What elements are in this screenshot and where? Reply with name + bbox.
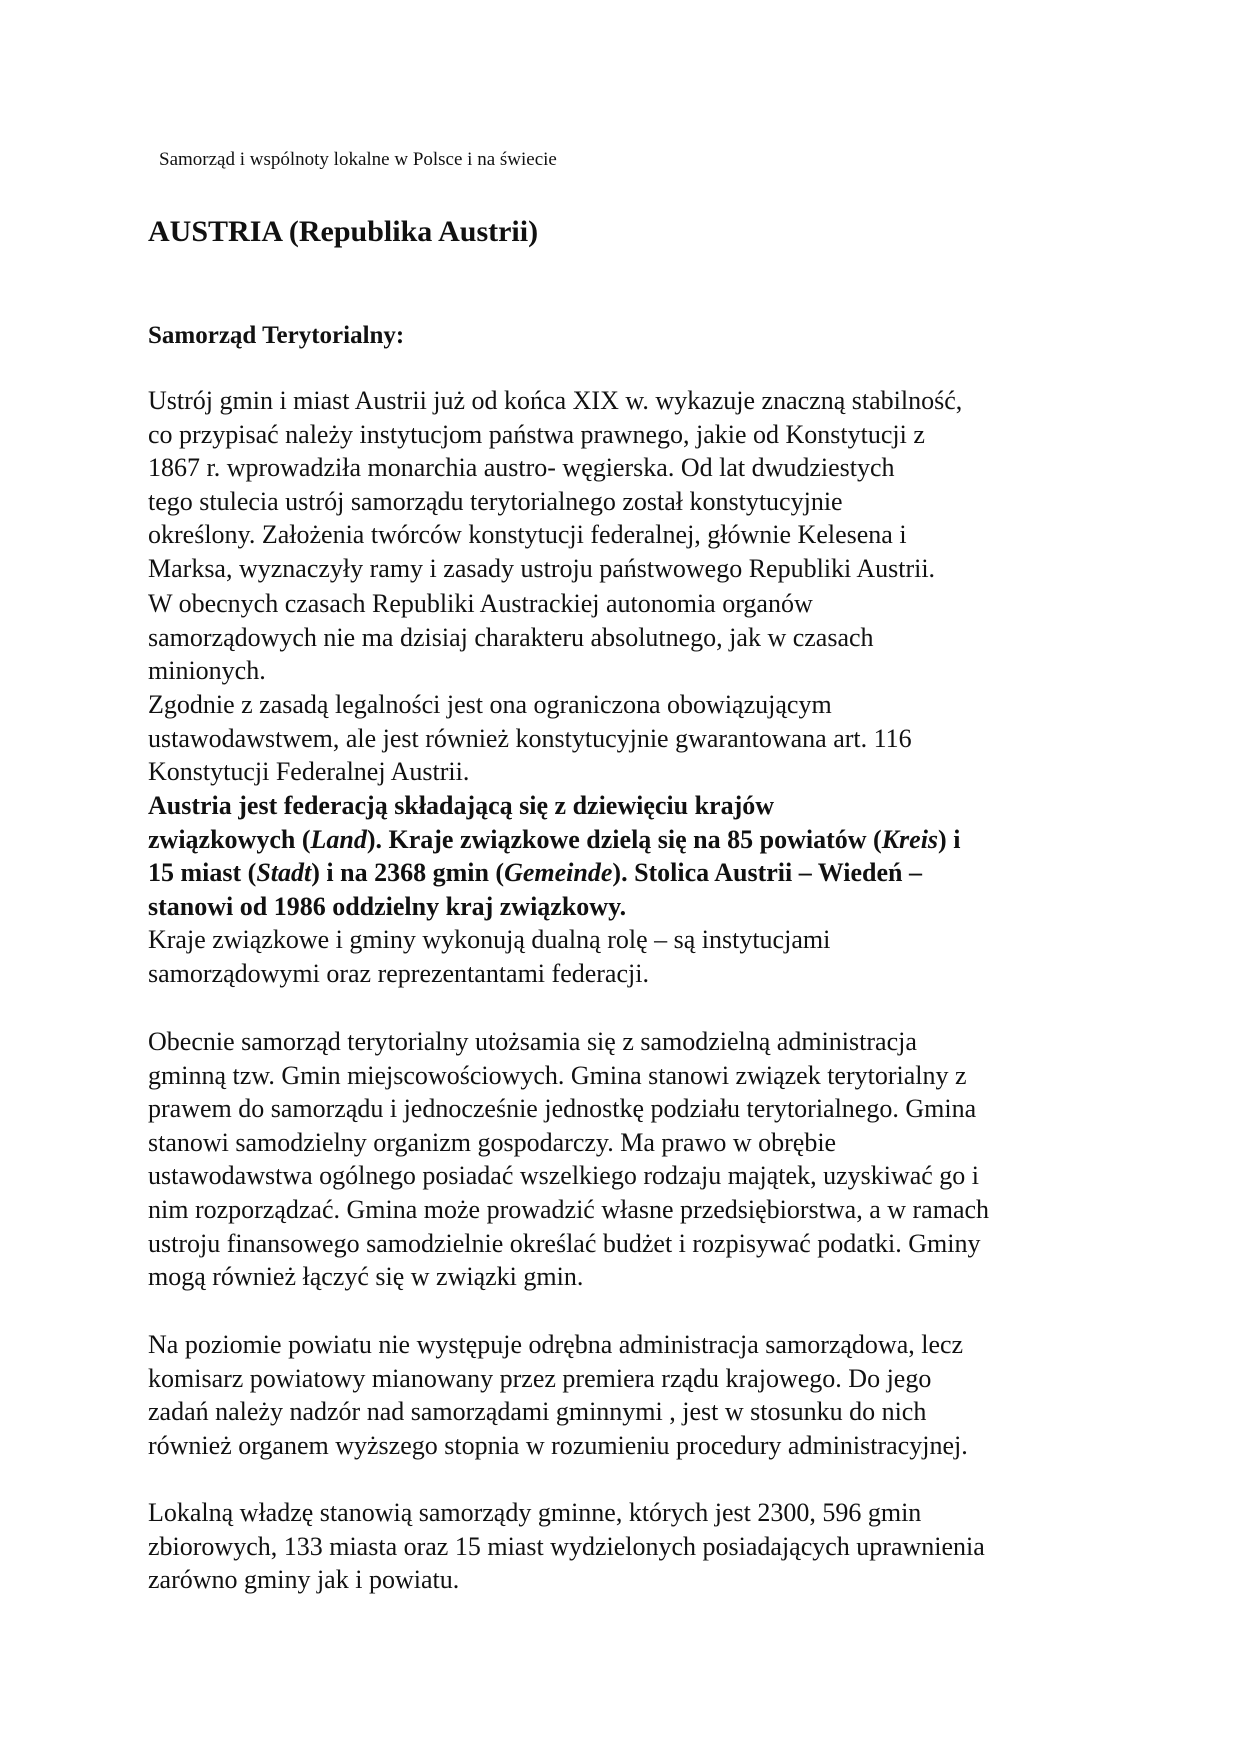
text-line: co przypisać należy instytucjom państwa prawnego, jakie od Konstytucji z bbox=[148, 419, 925, 449]
text-line: samorządowych nie ma dzisiaj charakteru absolutnego, jak w czasach bbox=[148, 622, 874, 652]
text-segment: stanowi od 1986 oddzielny kraj związkowy. bbox=[148, 891, 627, 921]
paragraph-legality bbox=[148, 688, 1108, 789]
italic-term: Stadt bbox=[256, 858, 312, 888]
text-line: Marksa, wyznaczyły ramy i zasady ustroju państwowego Republiki Austrii. bbox=[148, 553, 936, 583]
text-line: nim rozporządzać. Gmina może prowadzić własne przedsiębiorstwa, a w ramach bbox=[148, 1194, 990, 1224]
text-segment: ) i bbox=[938, 824, 961, 854]
paragraph-municipal-self-government bbox=[148, 1025, 1108, 1294]
text-line: 1867 r. wprowadziła monarchia austro- węgierska. Od lat dwudziestych bbox=[148, 453, 895, 483]
text-line: samorządowymi oraz reprezentantami federacji. bbox=[148, 958, 649, 988]
italic-term: Kreis bbox=[881, 824, 939, 854]
text-line bbox=[148, 856, 1108, 890]
text-line: zbiorowych, 133 miasta oraz 15 miast wydzielonych posiadających uprawnienia bbox=[148, 1531, 985, 1561]
text-line: Kraje związkowe i gminy wykonują dualną rolę – są instytucjami bbox=[148, 925, 831, 954]
text-line bbox=[148, 890, 1108, 924]
text-line: komisarz powiatowy mianowany przez premiera rządu krajowego. Do jego bbox=[148, 1363, 932, 1393]
italic-term: Land bbox=[310, 824, 367, 854]
paragraph-dual-role bbox=[148, 923, 1108, 990]
text-line: Konstytucji Federalnej Austrii. bbox=[148, 757, 470, 787]
text-line: również organem wyższego stopnia w rozumieniu procedury administracyjnej. bbox=[148, 1430, 968, 1460]
text-segment: ). Stolica Austrii – Wiedeń – bbox=[612, 858, 923, 888]
paragraph-autonomy bbox=[148, 587, 1108, 688]
text-line: gminną tzw. Gmin miejscowościowych. Gmina stanowi związek terytorialny z bbox=[148, 1060, 967, 1090]
text-line: W obecnych czasach Republiki Austrackiej autonomia organów bbox=[148, 589, 813, 618]
italic-term: Gemeinde bbox=[504, 858, 613, 888]
text-line: zadań należy nadzór nad samorządami gminnymi , jest w stosunku do nich bbox=[148, 1397, 927, 1427]
text-line: tego stulecia ustrój samorządu terytorialnego został konstytucyjnie bbox=[148, 486, 843, 516]
text-line: Obecnie samorząd terytorialny utożsamia się z samodzielną administracja bbox=[148, 1027, 917, 1056]
text-line: Ustrój gmin i miast Austrii już od końca XIX w. wykazuje znaczną stabilność, bbox=[148, 386, 963, 415]
text-line: stanowi samodzielny organizm gospodarczy. Ma prawo w obrębie bbox=[148, 1127, 837, 1157]
text-segment: związkowych ( bbox=[148, 824, 311, 854]
text-line: Zgodnie z zasadą legalności jest ona ograniczona obowiązującym bbox=[148, 690, 832, 719]
text-line: ustawodawstwem, ale jest również konstytucyjnie gwarantowana art. 116 bbox=[148, 723, 912, 753]
paragraph-constitution-history bbox=[148, 384, 1168, 586]
text-line: mogą również łączyć się w związki gmin. bbox=[148, 1262, 584, 1292]
text-line: Na poziomie powiatu nie występuje odrębna administracja samorządowa, lecz bbox=[148, 1330, 964, 1359]
text-line: zarówno gminy jak i powiatu. bbox=[148, 1565, 460, 1595]
section-heading: Samorząd Terytorialny: bbox=[148, 322, 405, 349]
text-segment: ) i na 2368 gmin ( bbox=[311, 858, 505, 888]
document-title: AUSTRIA (Republika Austrii) bbox=[148, 215, 539, 248]
text-line: minionych. bbox=[148, 656, 266, 686]
text-line bbox=[148, 789, 1108, 823]
text-line bbox=[148, 823, 1108, 857]
text-line: określony. Założenia twórców konstytucji federalnej, głównie Kelesena i bbox=[148, 520, 907, 550]
text-line: ustroju finansowego samodzielnie określać budżet i rozpisywać podatki. Gminy bbox=[148, 1228, 981, 1258]
paragraph-local-authority bbox=[148, 1496, 1108, 1597]
paragraph-district-level bbox=[148, 1328, 1108, 1462]
text-segment: 15 miast ( bbox=[148, 858, 257, 888]
paragraph-federation-structure bbox=[148, 789, 1108, 923]
text-segment: Austria jest federacją składającą się z dziewięciu krajów bbox=[148, 791, 775, 820]
running-header: Samorząd i wspólnoty lokalne w Polsce i na świecie bbox=[159, 149, 557, 170]
text-line: ustawodawstwa ogólnego posiadać wszelkiego rodzaju majątek, uzyskiwać go i bbox=[148, 1161, 980, 1191]
text-line: Lokalną władzę stanowią samorządy gminne, których jest 2300, 596 gmin bbox=[148, 1498, 922, 1527]
text-line: prawem do samorządu i jednocześnie jednostkę podziału terytorialnego. Gmina bbox=[148, 1094, 977, 1124]
text-segment: ). Kraje związkowe dzielą się na 85 powiatów ( bbox=[366, 824, 882, 854]
